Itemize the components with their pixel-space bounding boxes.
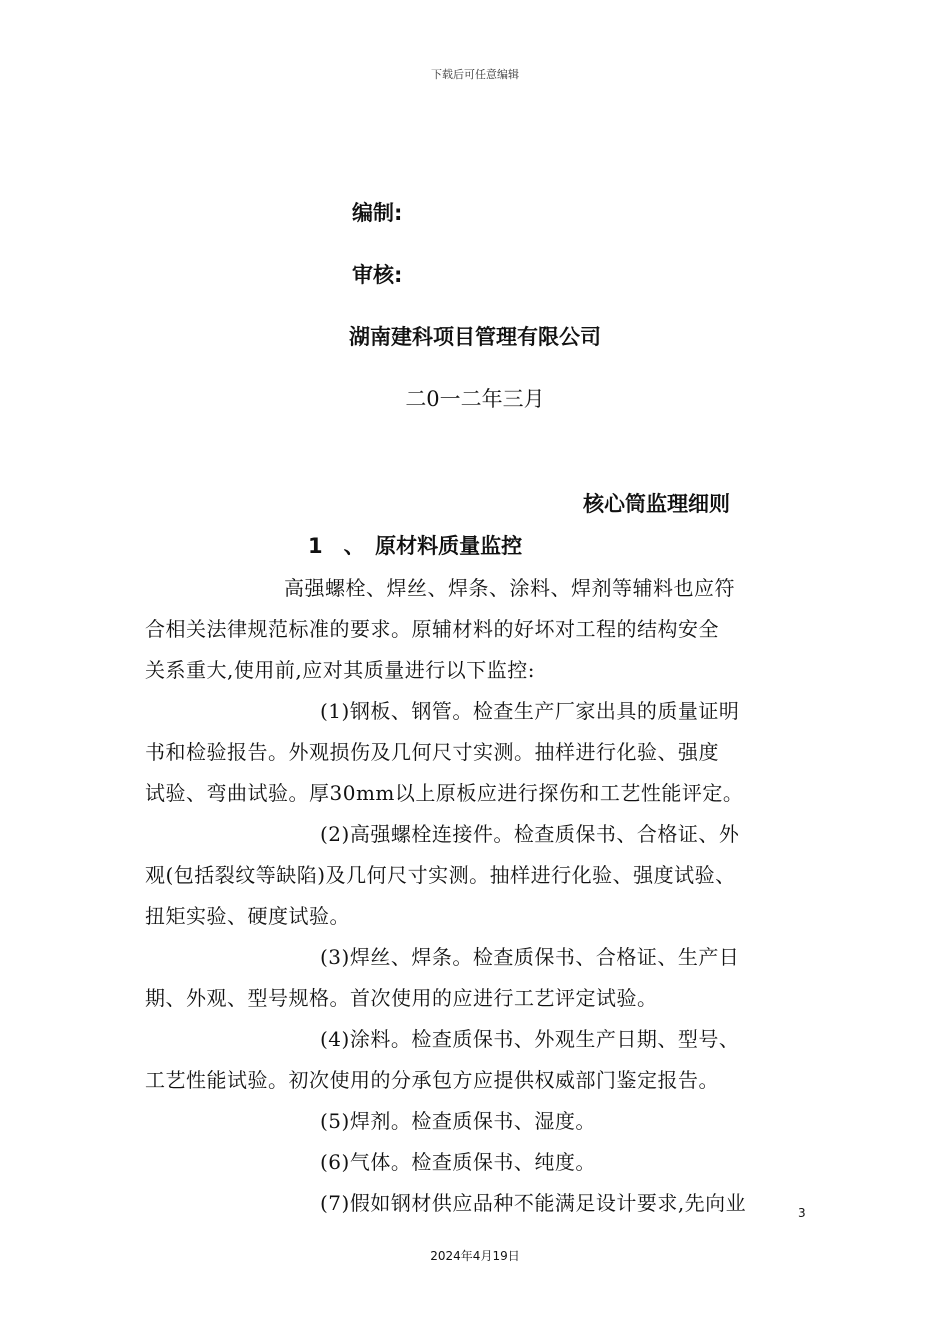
page-footer-date: 2024年4月19日 — [430, 1249, 520, 1263]
body-line: (3)焊丝、焊条。检查质保书、合格证、生产日 — [320, 945, 740, 969]
company-name: 湖南建科项目管理有限公司 — [349, 325, 601, 349]
body-line: (2)高强螺栓连接件。检查质保书、合格证、外 — [320, 822, 740, 846]
compiler-label: 编制: — [352, 201, 403, 225]
cover-date: 二0一二年三月 — [405, 387, 545, 411]
body-line: 合相关法律规范标准的要求。原辅材料的好坏对工程的结构安全 — [145, 617, 719, 641]
body-line: (4)涂料。检查质保书、外观生产日期、型号、 — [320, 1027, 740, 1051]
document-title: 核心筒监理细则 — [583, 492, 730, 516]
body-line: (7)假如钢材供应品种不能满足设计要求,先向业 — [320, 1191, 747, 1215]
body-line: (1)钢板、钢管。检查生产厂家出具的质量证明 — [320, 699, 740, 723]
body-line: 扭矩实验、硬度试验。 — [145, 904, 350, 928]
body-line: 关系重大,使用前,应对其质量进行以下监控: — [145, 658, 535, 682]
section-heading: 1 、 原材料质量监控 — [308, 534, 523, 558]
page-header: 下载后可任意编辑 — [431, 68, 519, 81]
body-line: 高强螺栓、焊丝、焊条、涂料、焊剂等辅料也应符 — [284, 576, 735, 600]
page-number: 3 — [798, 1206, 806, 1220]
body-line: 观(包括裂纹等缺陷)及几何尺寸实测。抽样进行化验、强度试验、 — [145, 863, 736, 887]
body-line: 工艺性能试验。初次使用的分承包方应提供权威部门鉴定报告。 — [145, 1068, 719, 1092]
body-line: 试验、弯曲试验。厚30mm以上原板应进行探伤和工艺性能评定。 — [145, 781, 744, 805]
reviewer-label: 审核: — [352, 263, 403, 287]
body-line: (5)焊剂。检查质保书、湿度。 — [320, 1109, 596, 1133]
body-line: (6)气体。检查质保书、纯度。 — [320, 1150, 596, 1174]
body-line: 书和检验报告。外观损伤及几何尺寸实测。抽样进行化验、强度 — [145, 740, 719, 764]
body-line: 期、外观、型号规格。首次使用的应进行工艺评定试验。 — [145, 986, 658, 1010]
